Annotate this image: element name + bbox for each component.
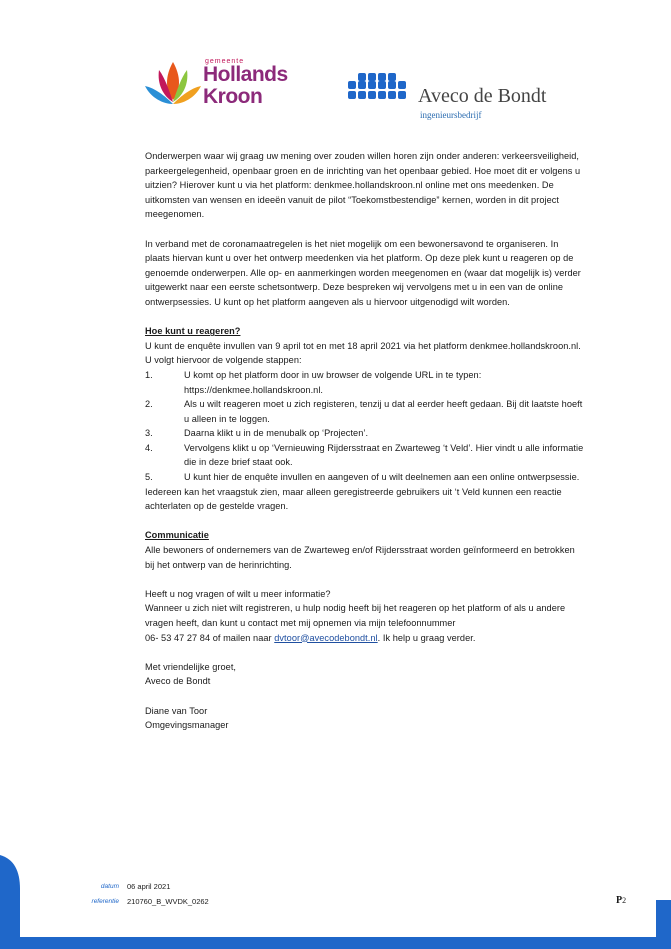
date-label: datum	[100, 883, 119, 890]
step-text: U kunt hier de enquête invullen en aangeven of u wilt deelnemen aan een online ontwerpsessie.	[184, 472, 580, 483]
paragraph-corona: In verband met de coronamaatregelen is het niet mogelijk om een bewonersavond te organiseren. In plaats hiervan kunt u over het ontwerp meedenken via het platform. Op deze plek kunt u reageren op de genoemde onderwerpen. Alle op- en aanmerkingen worden meegenomen en (waar dat mogelijk is) verder uitgewerkt naar een eerste schetsontwerp. Deze bespreken wij vervolgens met u in een van de online ontwerpsessies. U kunt op het platform aangeven als u hiervoor uitgenodigd wilt worden.	[145, 238, 581, 307]
step-number: 3.	[145, 428, 153, 439]
footer-right-decoration	[656, 900, 671, 940]
footer-bar	[0, 937, 671, 949]
steps-list	[145, 368, 585, 485]
logo-main-text	[203, 64, 288, 108]
step-number: 5.	[145, 472, 153, 483]
page-number-value: 2	[622, 896, 627, 905]
step-text: Daarna klikt u in de menubalk op ‘Projecten’.	[184, 428, 369, 439]
list-item	[145, 426, 585, 441]
phone-text: 06- 53 47 27 84 of mailen naar	[145, 632, 275, 643]
step-text: Vervolgens klikt u op ‘Vernieuwing Rijdersstraat en Zwarteweg ‘t Veld’. Hier vindt u alle informatie die in deze brief staat ook.	[184, 442, 584, 468]
aveco-de-bondt-logo	[348, 73, 578, 123]
paragraph-questions: Heeft u nog vragen of wilt u meer informatie?	[145, 588, 331, 599]
paragraph-topics: Onderwerpen waar wij graag uw mening over zouden willen horen zijn onder anderen: verkeersveiligheid, parkeergelegenheid, openbaar groen en de inrichting van het openbaar gebied. Hoe moet dit er volgens u uitzien? Hierover kunt u via het platform: denkmee.hollandskroon.nl online met ons meedenken. De uitkomsten van wensen en ideeën vanuit de pilot “Toekomstbestendige” kernen, worden in dit project meegenomen.	[145, 151, 581, 220]
paragraph-residents: Alle bewoners of ondernemers van de Zwarteweg en/of Rijdersstraat worden geïnformeerd en betrokken bij het ontwerp van de herinrichting.	[145, 545, 575, 570]
signer-name: Diane van Toor	[145, 705, 208, 716]
company-name: Aveco de Bondt	[418, 85, 547, 107]
page-number	[616, 895, 626, 906]
closing: Met vriendelijke groet,	[145, 661, 237, 672]
logo-line-1: Hollands	[203, 63, 288, 86]
paragraph-survey: U kunt de enquête invullen van 9 april tot en met 18 april 2021 via het platform denkmee.hollandskroon.nl. U volgt hiervoor de volgende stappen:	[145, 340, 581, 366]
date-value: 06 april 2021	[127, 882, 171, 891]
hollands-kroon-logo	[143, 56, 313, 116]
step-text: Als u wilt reageren moet u zich registeren, tenzij u dat al eerder heeft gedaan. Bij dit laatste hoeft u alleen in te loggen.	[184, 399, 583, 424]
pixel-grid-icon	[348, 73, 410, 107]
list-item	[145, 470, 585, 485]
help-text: . Ik help u graag verder.	[377, 632, 476, 643]
list-item	[145, 368, 585, 397]
page-prefix: P	[616, 895, 623, 906]
email-link[interactable]: dvtoor@avecodebondt.nl	[274, 632, 378, 643]
signer-title: Omgevingsmanager	[145, 720, 229, 731]
letter-body	[145, 149, 585, 733]
closing-company: Aveco de Bondt	[145, 676, 211, 687]
step-text: U komt op het platform door in uw browser de volgende URL in te typen: https://denkmee.hollandskroon.nl.	[184, 369, 482, 395]
logo-line-2: Kroon	[203, 85, 263, 108]
step-number: 1.	[145, 369, 153, 380]
heading-communication: Communicatie	[145, 530, 209, 541]
logo-small-text: gemeente	[205, 58, 245, 65]
footer-curve-decoration	[0, 855, 22, 949]
heading-how-to-respond: Hoe kunt u reageren?	[145, 326, 241, 337]
reference-value: 210760_B_WVDK_0262	[127, 897, 209, 906]
step-number: 2.	[145, 399, 153, 410]
reference-label: referentie	[91, 898, 119, 905]
company-subtitle: ingenieursbedrijf	[420, 110, 482, 120]
contact-text: Wanneer u zich niet wilt registreren, u hulp nodig heeft bij het reageren op het platform of als u andere vragen heeft, dan kunt u contact met mij opnemen via mijn telefoonnummer	[145, 603, 566, 628]
step-number: 4.	[145, 442, 153, 453]
paragraph-everyone: Iedereen kan het vraagstuk zien, maar alleen geregistreerde gebruikers uit ‘t Veld kunnen een reactie achterlaten op de gestelde vragen.	[145, 486, 562, 512]
lotus-flower-icon	[143, 56, 203, 116]
list-item	[145, 441, 585, 470]
paragraph-contact	[145, 601, 585, 645]
list-item	[145, 397, 585, 426]
